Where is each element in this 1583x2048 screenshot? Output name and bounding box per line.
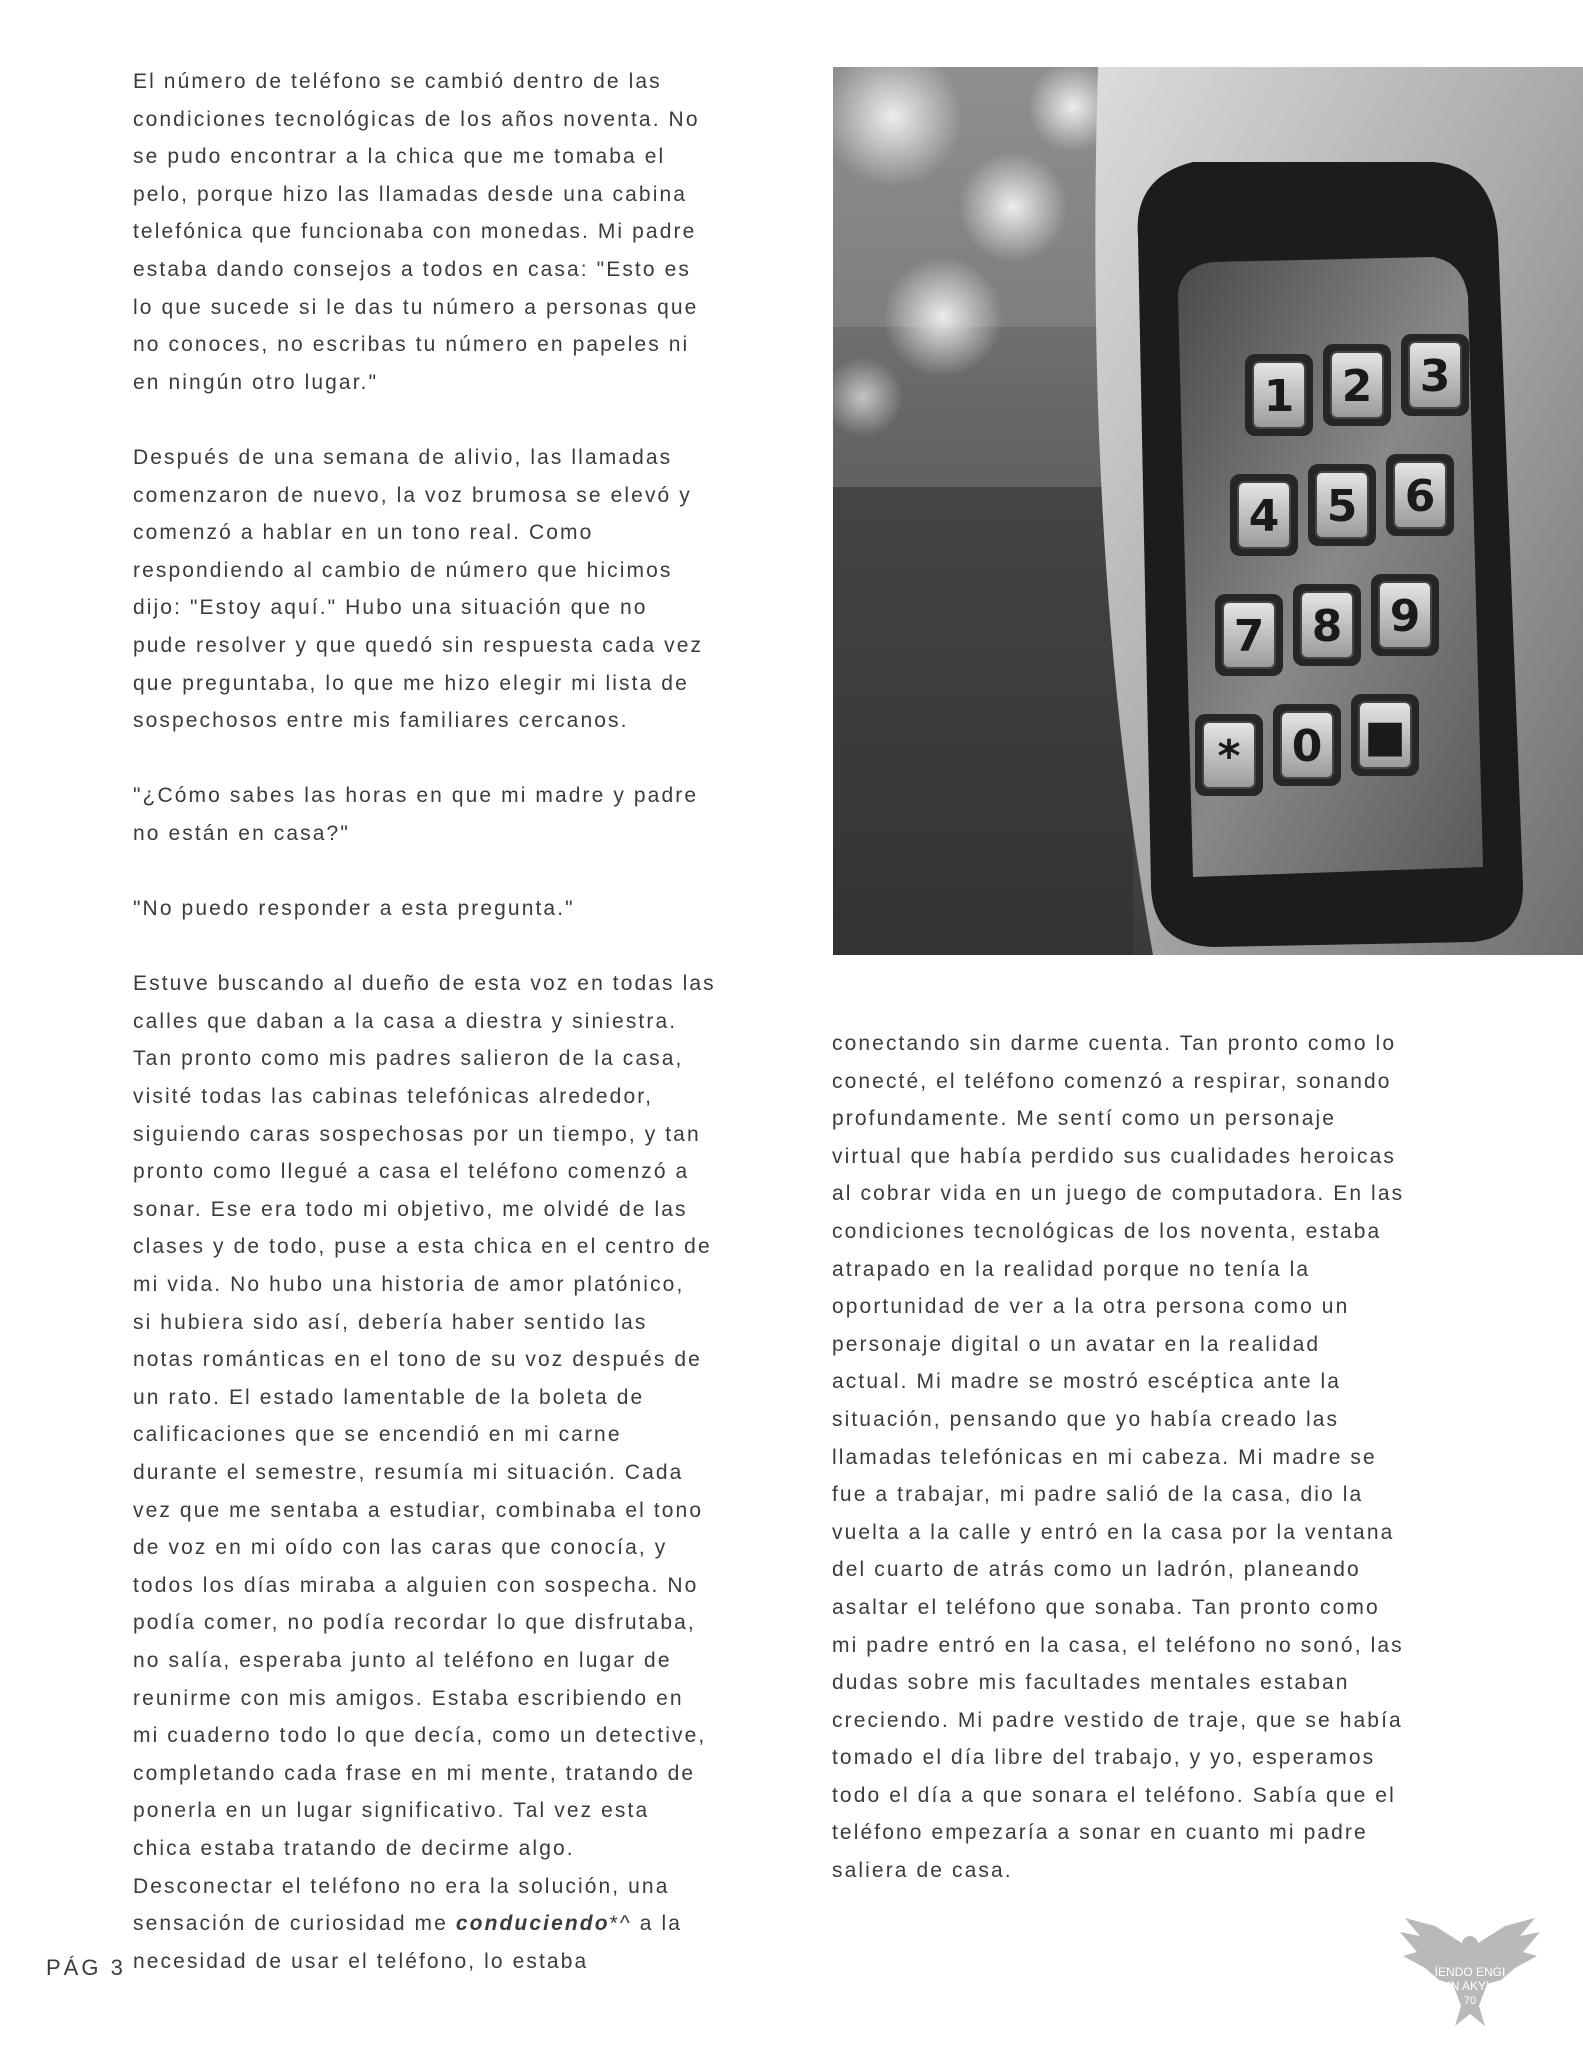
keypad-key-label: 9	[1389, 591, 1421, 642]
paragraph-5-tail: *^ a la necesidad de usar el teléfono, lo estaba	[133, 1912, 683, 1973]
keypad-key-label: 7	[1233, 611, 1265, 662]
right-text-column	[832, 1025, 1462, 1927]
keypad-key-label: *	[1217, 731, 1241, 782]
paragraph-4: "No puedo responder a esta pregunta."	[133, 897, 575, 921]
emphasized-word: conduciendo	[455, 1912, 610, 1936]
keypad-key-label: 2	[1341, 361, 1373, 412]
keypad-key-label: 4	[1248, 491, 1280, 542]
page-number: PÁG 3	[46, 1955, 126, 1980]
paragraph-6: conectando sin darme cuenta. Tan pronto como lo conecté, el teléfono comenzó a respirar, sonando profundamente. Me sentí como un personaje virtual que había perdido sus cualidades heroicas al cobrar vida en un juego de computadora. En las condiciones tecnológicas de los noventa, estaba atrapado en la realidad porque no tenía la oportunidad de ver a la otra persona como un personaje digital o un avatar en la realidad actual. Mi madre se mostró escéptica ante la situación, pensando que yo había creado las llamadas telefónicas en mi cabeza. Mi madre se fue a trabajar, mi padre salió de la casa, dio la vuelta a la calle y entró en la casa por la ventana del cuarto de atrás como un ladrón, planeando asaltar el teléfono que sonaba. Tan pronto como mi padre entró en la casa, el teléfono no sonó, las dudas sobre mis facultades mentales estaban creciendo. Mi padre vestido de traje, que se había tomado el día libre del trabajo, y yo, esperamos todo el día a que sonara el teléfono. Sabía que el teléfono empezaría a sonar en cuanto mi padre saliera de casa.	[832, 1032, 1405, 1883]
keypad-key-label: 6	[1404, 471, 1436, 522]
left-text-column	[133, 63, 763, 2018]
logo-text-3: 70	[1463, 1995, 1477, 2007]
keypad-key-label: 8	[1311, 601, 1343, 652]
logo-text-1: ÍENDO ENGI	[1434, 1965, 1506, 1979]
keypad-key-label: 0	[1291, 721, 1323, 772]
paragraph-3: "¿Cómo sabes las horas en que mi madre y padre no están en casa?"	[133, 784, 699, 845]
keypad-key-label: ■	[1364, 711, 1406, 762]
logo-text-2: IN AKYL	[1447, 1979, 1493, 1993]
keypad-key-label: 3	[1419, 351, 1451, 402]
paragraph-5-text: Estuve buscando al dueño de esta voz en todas las calles que daban a la casa a diestra y siniestra. Tan pronto como mis padres salieron de la casa, visité todas las cabinas telefónicas alrededor, siguiendo caras sospechosas por un tiempo, y tan pronto como llegué a casa el teléfono comenzó a sonar. Ese era todo mi objetivo, me olvidé de las clases y de todo, puse a esta chica en el centro de mi vida. No hubo una historia de amor platónico, si hubiera sido así, debería haber sentido las notas románticas en el tono de su voz después de un rato. El estado lamentable de la boleta de calificaciones que se encendió en mi carne durante el semestre, resumía mi situación. Cada vez que me sentaba a estudiar, combinaba el tono de voz en mi oído con las caras que conocía, y todos los días miraba a alguien con sospecha. No podía comer, no podía recordar lo que disfrutaba, no salía, esperaba junto al teléfono en lugar de reunirme con mis amigos. Estaba escribiendo en mi cuaderno todo lo que decía, como un detective, completando cada frase en mi mente, tratando de ponerla en un lugar significativo. Tal vez esta chica estaba tratando de decirme algo. Desconectar el teléfono no era la solución, una sensación de curiosidad me	[133, 972, 716, 1936]
paragraph-2: Después de una semana de alivio, las llamadas comenzaron de nuevo, la voz brumosa se elevó y comenzó a hablar en un tono real. Como respondiendo al cambio de número que hicimos dijo: "Estoy aquí." Hubo una situación que no pude resolver y que quedó sin respuesta cada vez que preguntaba, lo que me hizo elegir mi lista de sospechosos entre mis familiares cercanos.	[133, 445, 704, 733]
paragraph-1: El número de teléfono se cambió dentro de las condiciones tecnológicas de los años noventa. No se pudo encontrar a la chica que me tomaba el pelo, porque hizo las llamadas desde una cabina telefónica que funcionaba con monedas. Mi padre estaba dando consejos a todos en casa: "Esto es lo que sucede si le das tu número a personas que no conoces, no escribas tu número en papeles ni en ningún otro lugar."	[133, 70, 700, 394]
paragraph-5	[133, 965, 763, 1980]
keypad-key-label: 5	[1326, 481, 1358, 532]
eagle-logo-icon	[1395, 1918, 1545, 2028]
payphone-keypad-photo	[833, 67, 1583, 955]
keypad-key-label: 1	[1263, 371, 1295, 422]
